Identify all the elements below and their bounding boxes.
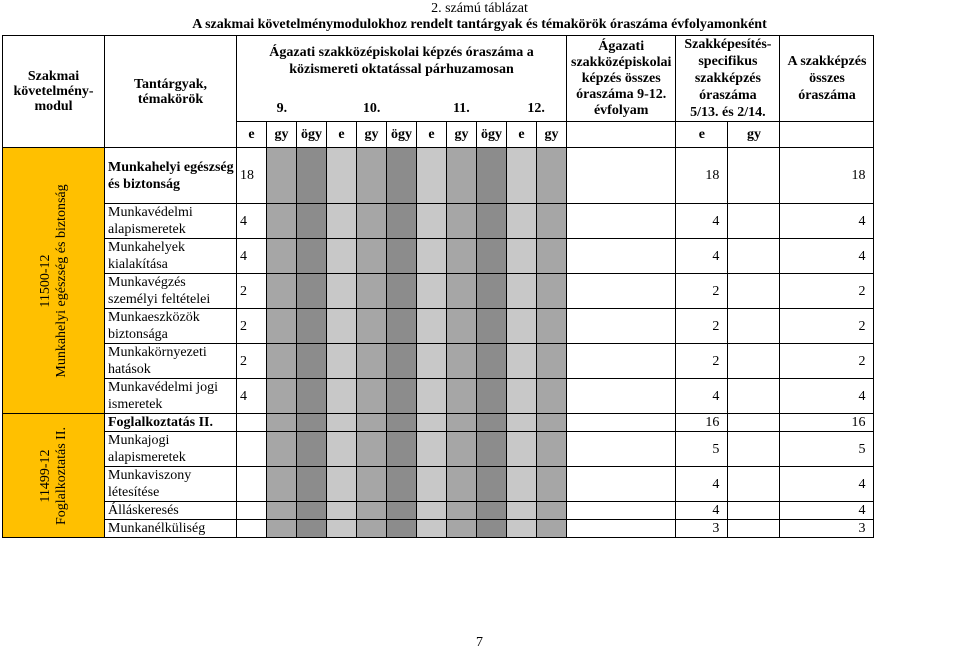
shaded-cell xyxy=(357,309,387,344)
shaded-cell xyxy=(357,148,387,204)
shaded-cell xyxy=(477,520,507,538)
module-name: Foglalkoztatás II. xyxy=(53,426,69,525)
shaded-cell xyxy=(477,239,507,274)
shaded-cell xyxy=(477,204,507,239)
shaded-cell xyxy=(357,204,387,239)
shaded-cell xyxy=(507,344,537,379)
specific-gy-cell xyxy=(728,344,780,379)
shaded-cell xyxy=(387,204,417,239)
shaded-cell xyxy=(327,502,357,520)
table-row xyxy=(3,274,874,309)
shaded-cell xyxy=(537,520,567,538)
shaded-cell xyxy=(267,274,297,309)
shaded-cell xyxy=(537,239,567,274)
table-row xyxy=(3,148,874,204)
shaded-cell xyxy=(387,274,417,309)
shaded-cell xyxy=(417,432,447,467)
sub-blank xyxy=(780,122,874,148)
shaded-cell xyxy=(417,204,447,239)
module-label xyxy=(38,184,70,377)
shaded-cell xyxy=(447,379,477,414)
shaded-cell xyxy=(387,414,417,432)
shaded-cell xyxy=(357,432,387,467)
sub-e: e xyxy=(417,122,447,148)
shaded-cell xyxy=(477,432,507,467)
shaded-cell xyxy=(387,502,417,520)
total-cell: 4 xyxy=(780,467,874,502)
shaded-cell xyxy=(357,379,387,414)
shaded-cell xyxy=(327,414,357,432)
shaded-cell xyxy=(297,274,327,309)
shaded-cell xyxy=(477,502,507,520)
shaded-cell xyxy=(537,432,567,467)
total-cell: 4 xyxy=(780,379,874,414)
sub-blank xyxy=(567,122,676,148)
specific-gy-cell xyxy=(728,414,780,432)
shaded-cell xyxy=(297,432,327,467)
shaded-cell xyxy=(417,309,447,344)
shaded-cell xyxy=(507,502,537,520)
year9-e-cell xyxy=(237,520,267,538)
year9-e-cell: 18 xyxy=(237,148,267,204)
shaded-cell xyxy=(417,239,447,274)
shaded-cell xyxy=(537,502,567,520)
shaded-cell xyxy=(267,467,297,502)
shaded-cell xyxy=(477,309,507,344)
shaded-cell xyxy=(447,432,477,467)
shaded-cell xyxy=(447,274,477,309)
shaded-cell xyxy=(327,432,357,467)
total-913-cell xyxy=(567,432,676,467)
shaded-cell xyxy=(477,148,507,204)
table-row xyxy=(3,379,874,414)
specific-gy-cell xyxy=(728,502,780,520)
shaded-cell xyxy=(417,148,447,204)
shaded-cell xyxy=(297,309,327,344)
specific-e-cell: 5 xyxy=(676,432,728,467)
specific-gy-cell xyxy=(728,379,780,414)
year9-e-cell xyxy=(237,432,267,467)
shaded-cell xyxy=(447,467,477,502)
specific-e-cell: 4 xyxy=(676,239,728,274)
shaded-cell xyxy=(357,414,387,432)
total-cell: 5 xyxy=(780,432,874,467)
subject-cell: Munkahelyi egészség és biztonság xyxy=(105,148,237,204)
shaded-cell xyxy=(267,502,297,520)
shaded-cell xyxy=(387,432,417,467)
shaded-cell xyxy=(477,467,507,502)
total-cell: 2 xyxy=(780,274,874,309)
shaded-cell xyxy=(357,239,387,274)
table-row xyxy=(3,520,874,538)
header-specific: Szakképesítés-specifikus szakképzés óraszáma 5/13. és 2/14. xyxy=(676,36,780,122)
table-row xyxy=(3,432,874,467)
sub-gy: gy xyxy=(357,122,387,148)
sub-ogy: ögy xyxy=(297,122,327,148)
module-cell-11499 xyxy=(3,414,105,538)
sub-e: e xyxy=(507,122,537,148)
shaded-cell xyxy=(267,520,297,538)
shaded-cell xyxy=(297,379,327,414)
specific-e-cell: 2 xyxy=(676,344,728,379)
module-code: 11500-12 xyxy=(37,253,53,308)
shaded-cell xyxy=(327,379,357,414)
shaded-cell xyxy=(267,309,297,344)
shaded-cell xyxy=(297,520,327,538)
shaded-cell xyxy=(417,414,447,432)
sub-gy: gy xyxy=(728,122,780,148)
page-number: 7 xyxy=(476,635,483,650)
specific-e-cell: 2 xyxy=(676,274,728,309)
module-label xyxy=(38,427,70,525)
subject-cell: Munkajogi alapismeretek xyxy=(105,432,237,467)
year-labels xyxy=(237,101,566,116)
shaded-cell xyxy=(447,239,477,274)
year-10: 10. xyxy=(362,100,381,116)
shaded-cell xyxy=(267,148,297,204)
specific-e-cell: 16 xyxy=(676,414,728,432)
shaded-cell xyxy=(537,274,567,309)
shaded-cell xyxy=(327,148,357,204)
shaded-cell xyxy=(327,309,357,344)
table-row xyxy=(3,309,874,344)
shaded-cell xyxy=(507,379,537,414)
shaded-cell xyxy=(537,148,567,204)
shaded-cell xyxy=(417,467,447,502)
shaded-cell xyxy=(357,520,387,538)
shaded-cell xyxy=(447,520,477,538)
shaded-cell xyxy=(387,379,417,414)
total-cell: 4 xyxy=(780,239,874,274)
shaded-cell xyxy=(327,520,357,538)
year9-e-cell: 4 xyxy=(237,239,267,274)
year9-e-cell xyxy=(237,414,267,432)
shaded-cell xyxy=(507,309,537,344)
subject-cell: Foglalkoztatás II. xyxy=(105,414,237,432)
table-row xyxy=(3,414,874,432)
subject-cell: Munkanélküliség xyxy=(105,520,237,538)
shaded-cell xyxy=(327,344,357,379)
sub-ogy: ögy xyxy=(477,122,507,148)
shaded-cell xyxy=(447,204,477,239)
sub-e: e xyxy=(676,122,728,148)
total-cell: 16 xyxy=(780,414,874,432)
total-cell: 2 xyxy=(780,309,874,344)
table-row xyxy=(3,204,874,239)
shaded-cell xyxy=(267,414,297,432)
shaded-cell xyxy=(327,239,357,274)
shaded-cell xyxy=(417,274,447,309)
shaded-cell xyxy=(387,467,417,502)
shaded-cell xyxy=(387,309,417,344)
table-row xyxy=(3,467,874,502)
shaded-cell xyxy=(297,148,327,204)
shaded-cell xyxy=(507,414,537,432)
shaded-cell xyxy=(297,467,327,502)
total-913-cell xyxy=(567,414,676,432)
header-module: Szakmai követelmény-modul xyxy=(3,36,105,148)
specific-gy-cell xyxy=(728,520,780,538)
shaded-cell xyxy=(327,204,357,239)
specific-gy-cell xyxy=(728,467,780,502)
module-cell-11500 xyxy=(3,148,105,414)
shaded-cell xyxy=(357,344,387,379)
total-913-cell xyxy=(567,520,676,538)
shaded-cell xyxy=(387,520,417,538)
shaded-cell xyxy=(267,239,297,274)
shaded-cell xyxy=(357,274,387,309)
shaded-cell xyxy=(297,204,327,239)
total-cell: 4 xyxy=(780,204,874,239)
specific-e-cell: 4 xyxy=(676,204,728,239)
specific-e-cell: 18 xyxy=(676,148,728,204)
shaded-cell xyxy=(357,502,387,520)
total-913-cell xyxy=(567,309,676,344)
shaded-cell xyxy=(297,239,327,274)
header-subject: Tantárgyak, témakörök xyxy=(105,36,237,148)
year-12: 12. xyxy=(527,100,545,116)
shaded-cell xyxy=(537,309,567,344)
total-913-cell xyxy=(567,379,676,414)
specific-e-cell: 4 xyxy=(676,502,728,520)
subject-cell: Munkaviszony létesítése xyxy=(105,467,237,502)
specific-e-cell: 2 xyxy=(676,309,728,344)
shaded-cell xyxy=(507,204,537,239)
year9-e-cell: 4 xyxy=(237,379,267,414)
specific-e-cell: 4 xyxy=(676,379,728,414)
header-total: A szakképzés összes óraszáma xyxy=(780,36,874,122)
total-913-cell xyxy=(567,467,676,502)
shaded-cell xyxy=(537,414,567,432)
shaded-cell xyxy=(477,379,507,414)
table-caption-title: A szakmai követelménymodulokhoz rendelt tantárgyak és témakörök óraszáma évfolyamonként xyxy=(192,17,767,32)
total-913-cell xyxy=(567,239,676,274)
shaded-cell xyxy=(297,502,327,520)
specific-gy-cell xyxy=(728,239,780,274)
header-parallel xyxy=(237,36,567,122)
total-cell: 3 xyxy=(780,520,874,538)
module-code: 11499-12 xyxy=(37,448,53,503)
shaded-cell xyxy=(537,467,567,502)
specific-gy-cell xyxy=(728,204,780,239)
shaded-cell xyxy=(297,414,327,432)
shaded-cell xyxy=(387,344,417,379)
subject-cell: Munkavédelmi jogi ismeretek xyxy=(105,379,237,414)
year9-e-cell xyxy=(237,502,267,520)
shaded-cell xyxy=(327,274,357,309)
shaded-cell xyxy=(267,432,297,467)
shaded-cell xyxy=(387,148,417,204)
subject-cell: Munkavégzés személyi feltételei xyxy=(105,274,237,309)
total-913-cell xyxy=(567,344,676,379)
year-11: 11. xyxy=(452,100,470,116)
shaded-cell xyxy=(297,344,327,379)
shaded-cell xyxy=(417,502,447,520)
shaded-cell xyxy=(537,204,567,239)
table-caption-number: 2. számú táblázat xyxy=(431,1,528,16)
hours-table xyxy=(2,35,874,538)
subject-cell: Munkavédelmi alapismeretek xyxy=(105,204,237,239)
subject-cell: Munkahelyek kialakítása xyxy=(105,239,237,274)
shaded-cell xyxy=(507,467,537,502)
total-913-cell xyxy=(567,204,676,239)
shaded-cell xyxy=(267,379,297,414)
header-parallel-text: Ágazati szakközépiskolai képzés óraszáma a közismereti oktatással párhuzamosan xyxy=(269,45,534,77)
shaded-cell xyxy=(417,379,447,414)
year9-e-cell xyxy=(237,467,267,502)
shaded-cell xyxy=(507,274,537,309)
subject-cell: Álláskeresés xyxy=(105,502,237,520)
year-9: 9. xyxy=(276,100,288,116)
shaded-cell xyxy=(447,344,477,379)
shaded-cell xyxy=(507,148,537,204)
sub-e: e xyxy=(327,122,357,148)
year9-e-cell: 2 xyxy=(237,274,267,309)
specific-e-cell: 4 xyxy=(676,467,728,502)
shaded-cell xyxy=(537,344,567,379)
shaded-cell xyxy=(447,414,477,432)
specific-gy-cell xyxy=(728,148,780,204)
shaded-cell xyxy=(387,239,417,274)
sub-gy: gy xyxy=(537,122,567,148)
shaded-cell xyxy=(477,274,507,309)
year9-e-cell: 2 xyxy=(237,344,267,379)
shaded-cell xyxy=(447,309,477,344)
shaded-cell xyxy=(537,379,567,414)
total-cell: 18 xyxy=(780,148,874,204)
shaded-cell xyxy=(507,239,537,274)
header-total-913: Ágazati szakközépiskolai képzés összes óraszáma 9-12. évfolyam xyxy=(567,36,676,122)
subject-cell: Munkakörnyezeti hatások xyxy=(105,344,237,379)
shaded-cell xyxy=(447,148,477,204)
shaded-cell xyxy=(357,467,387,502)
specific-gy-cell xyxy=(728,274,780,309)
subject-cell: Munkaeszközök biztonsága xyxy=(105,309,237,344)
specific-gy-cell xyxy=(728,309,780,344)
shaded-cell xyxy=(327,467,357,502)
total-cell: 2 xyxy=(780,344,874,379)
year9-e-cell: 4 xyxy=(237,204,267,239)
shaded-cell xyxy=(477,344,507,379)
total-913-cell xyxy=(567,274,676,309)
table-row xyxy=(3,502,874,520)
module-name: Munkahelyi egészség és biztonság xyxy=(53,183,69,378)
sub-gy: gy xyxy=(267,122,297,148)
table-row xyxy=(3,239,874,274)
year9-e-cell: 2 xyxy=(237,309,267,344)
shaded-cell xyxy=(447,502,477,520)
shaded-cell xyxy=(267,204,297,239)
total-913-cell xyxy=(567,148,676,204)
shaded-cell xyxy=(417,344,447,379)
total-cell: 4 xyxy=(780,502,874,520)
shaded-cell xyxy=(417,520,447,538)
table-row xyxy=(3,344,874,379)
sub-ogy: ögy xyxy=(387,122,417,148)
shaded-cell xyxy=(507,520,537,538)
shaded-cell xyxy=(267,344,297,379)
specific-e-cell: 3 xyxy=(676,520,728,538)
specific-gy-cell xyxy=(728,432,780,467)
total-913-cell xyxy=(567,502,676,520)
shaded-cell xyxy=(477,414,507,432)
sub-gy: gy xyxy=(447,122,477,148)
sub-e: e xyxy=(237,122,267,148)
shaded-cell xyxy=(507,432,537,467)
